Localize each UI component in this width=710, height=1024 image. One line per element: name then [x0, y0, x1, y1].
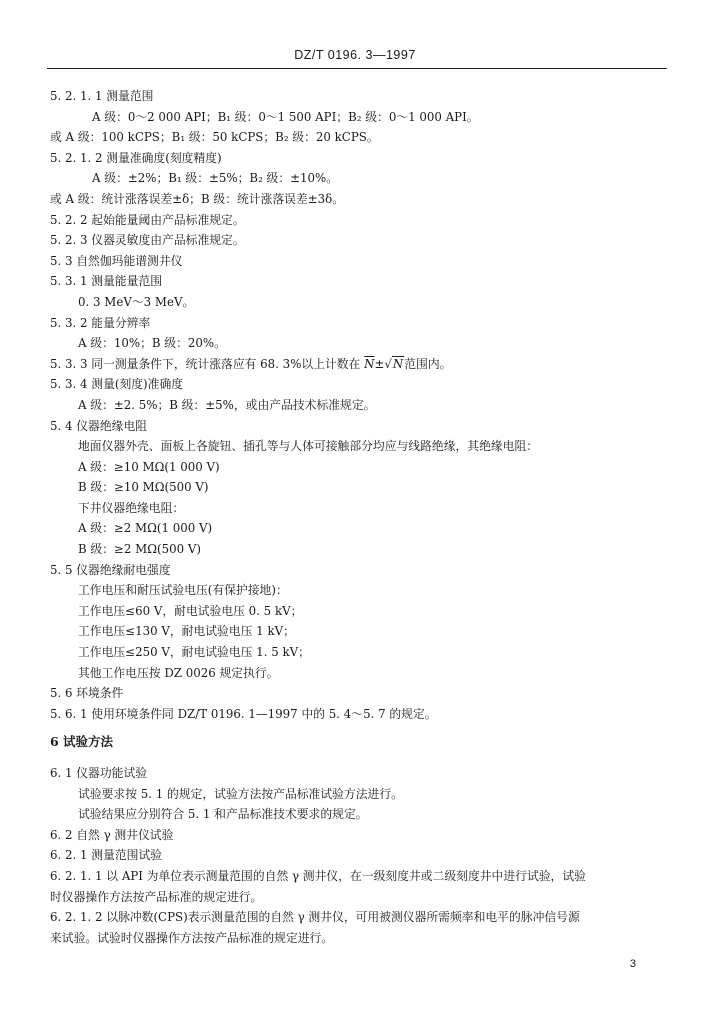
- clause-5-3-3: [0, 354, 670, 375]
- text-line: A 级：±2%；B₁ 级：±5%；B₂ 级：±10%。: [92, 171, 339, 186]
- header-rule: [47, 68, 667, 69]
- clause-5-2-3: 5. 2. 3 仪器灵敏度由产品标准规定。: [50, 233, 245, 248]
- text-line: 或 A 级：100 kCPS；B₁ 级：50 kCPS；B₂ 级：20 kCPS。: [50, 130, 379, 145]
- text-line: 其他工作电压按 DZ 0026 规定执行。: [78, 665, 279, 680]
- formula-pm: ±: [374, 356, 385, 371]
- clause-5-6-1: 5. 6. 1 使用环境条件同 DZ/T 0196. 1—1997 中的 5. 4～5. 7 的规定。: [50, 706, 437, 721]
- clause-5-3-4: 5. 3. 4 测量(刻度)准确度: [50, 377, 184, 392]
- formula-sqrt: √N: [384, 356, 404, 371]
- clause-6-1: 6. 1 仪器功能试验: [50, 766, 148, 780]
- formula-n-bar: $\overline{N}$: [364, 356, 375, 371]
- clause-5-2-2: 5. 2. 2 起始能量阈由产品标准规定。: [50, 212, 245, 227]
- clause-5-3-2: 5. 3. 2 能量分辨率: [50, 315, 151, 330]
- clause-5-2-1-1: 5. 2. 1. 1 测量范围: [50, 89, 154, 103]
- clause-5-3: 5. 3 自然伽玛能谱测井仪: [50, 253, 183, 268]
- text-line: 地面仪器外壳、面板上各旋钮、插孔等与人体可接触部分均应与线路绝缘，其绝缘电阻：: [78, 439, 539, 454]
- body-text: [0, 86, 710, 948]
- clause-6-2-1-2: 6. 2. 1. 2 以脉冲数(CPS)表示测量范围的自然 γ 测井仪，可用被测仪器所需频率和电平的脉冲信号源: [50, 910, 580, 925]
- clause-5-2-1-2: 5. 2. 1. 2 测量准确度(刻度精度): [50, 150, 222, 165]
- clause-5-6: 5. 6 环境条件: [50, 686, 124, 701]
- formula-sqrt-n: N: [392, 356, 404, 371]
- text-line: 试验要求按 5. 1 的规定，试验方法按产品标准试验方法进行。: [78, 786, 403, 801]
- text-line: A 级：±2. 5%；B 级：±5%，或由产品技术标准规定。: [78, 397, 376, 412]
- clause-5-3-3-text: 5. 3. 3 同一测量条件下，统计涨落应有 68. 3%以上计数在: [50, 356, 361, 371]
- text-line: 下井仪器绝缘电阻：: [78, 500, 185, 515]
- page-number: 3: [629, 958, 636, 970]
- text-line: B 级：≥2 MΩ(500 V): [78, 542, 202, 557]
- text-line: 工作电压≤60 V，耐电试验电压 0. 5 kV；: [78, 603, 303, 618]
- text-line: 工作电压≤130 V，耐电试验电压 1 kV；: [78, 624, 295, 639]
- text-line: 时仪器操作方法按产品标准的规定进行。: [50, 889, 263, 904]
- clause-5-5: 5. 5 仪器绝缘耐电强度: [50, 562, 171, 577]
- text-line: A 级：≥10 MΩ(1 000 V): [78, 459, 220, 474]
- text-line: 试验结果应分别符合 5. 1 和产品标准技术要求的规定。: [78, 807, 368, 822]
- text-line: 或 A 级：统计涨落误差±δ；B 级：统计涨落误差±3δ。: [50, 191, 345, 206]
- clause-6-2: 6. 2 自然 γ 测井仪试验: [50, 827, 174, 842]
- text-line: 工作电压和耐压试验电压(有保护接地)：: [78, 583, 288, 598]
- text-line: 0. 3 MeV～3 MeV。: [78, 294, 195, 309]
- section-6-heading: 6 试验方法: [50, 734, 114, 750]
- text-line: A 级：0～2 000 API；B₁ 级：0～1 500 API；B₂ 级：0～1 000 API。: [92, 109, 479, 124]
- text-line: B 级：≥10 MΩ(500 V): [78, 480, 209, 495]
- running-header: DZ/T 0196. 3—1997: [294, 48, 416, 62]
- clause-5-3-1: 5. 3. 1 测量能量范围: [50, 274, 163, 289]
- text-line: A 级：10%；B 级：20%。: [78, 336, 226, 351]
- text-line: 来试验。试验时仪器操作方法按产品标准的规定进行。: [50, 930, 334, 945]
- text-line: A 级：≥2 MΩ(1 000 V): [78, 521, 213, 536]
- formula-tail: 范围内。: [404, 356, 452, 371]
- clause-5-4: 5. 4 仪器绝缘电阻: [50, 418, 148, 433]
- clause-6-2-1-1: 6. 2. 1. 1 以 API 为单位表示测量范围的自然 γ 测井仪，在一级刻度井或二级刻度井中进行试验，试验: [50, 868, 586, 883]
- clause-6-2-1: 6. 2. 1 测量范围试验: [50, 848, 163, 863]
- text-line: 工作电压≤250 V，耐电试验电压 1. 5 kV；: [78, 645, 310, 660]
